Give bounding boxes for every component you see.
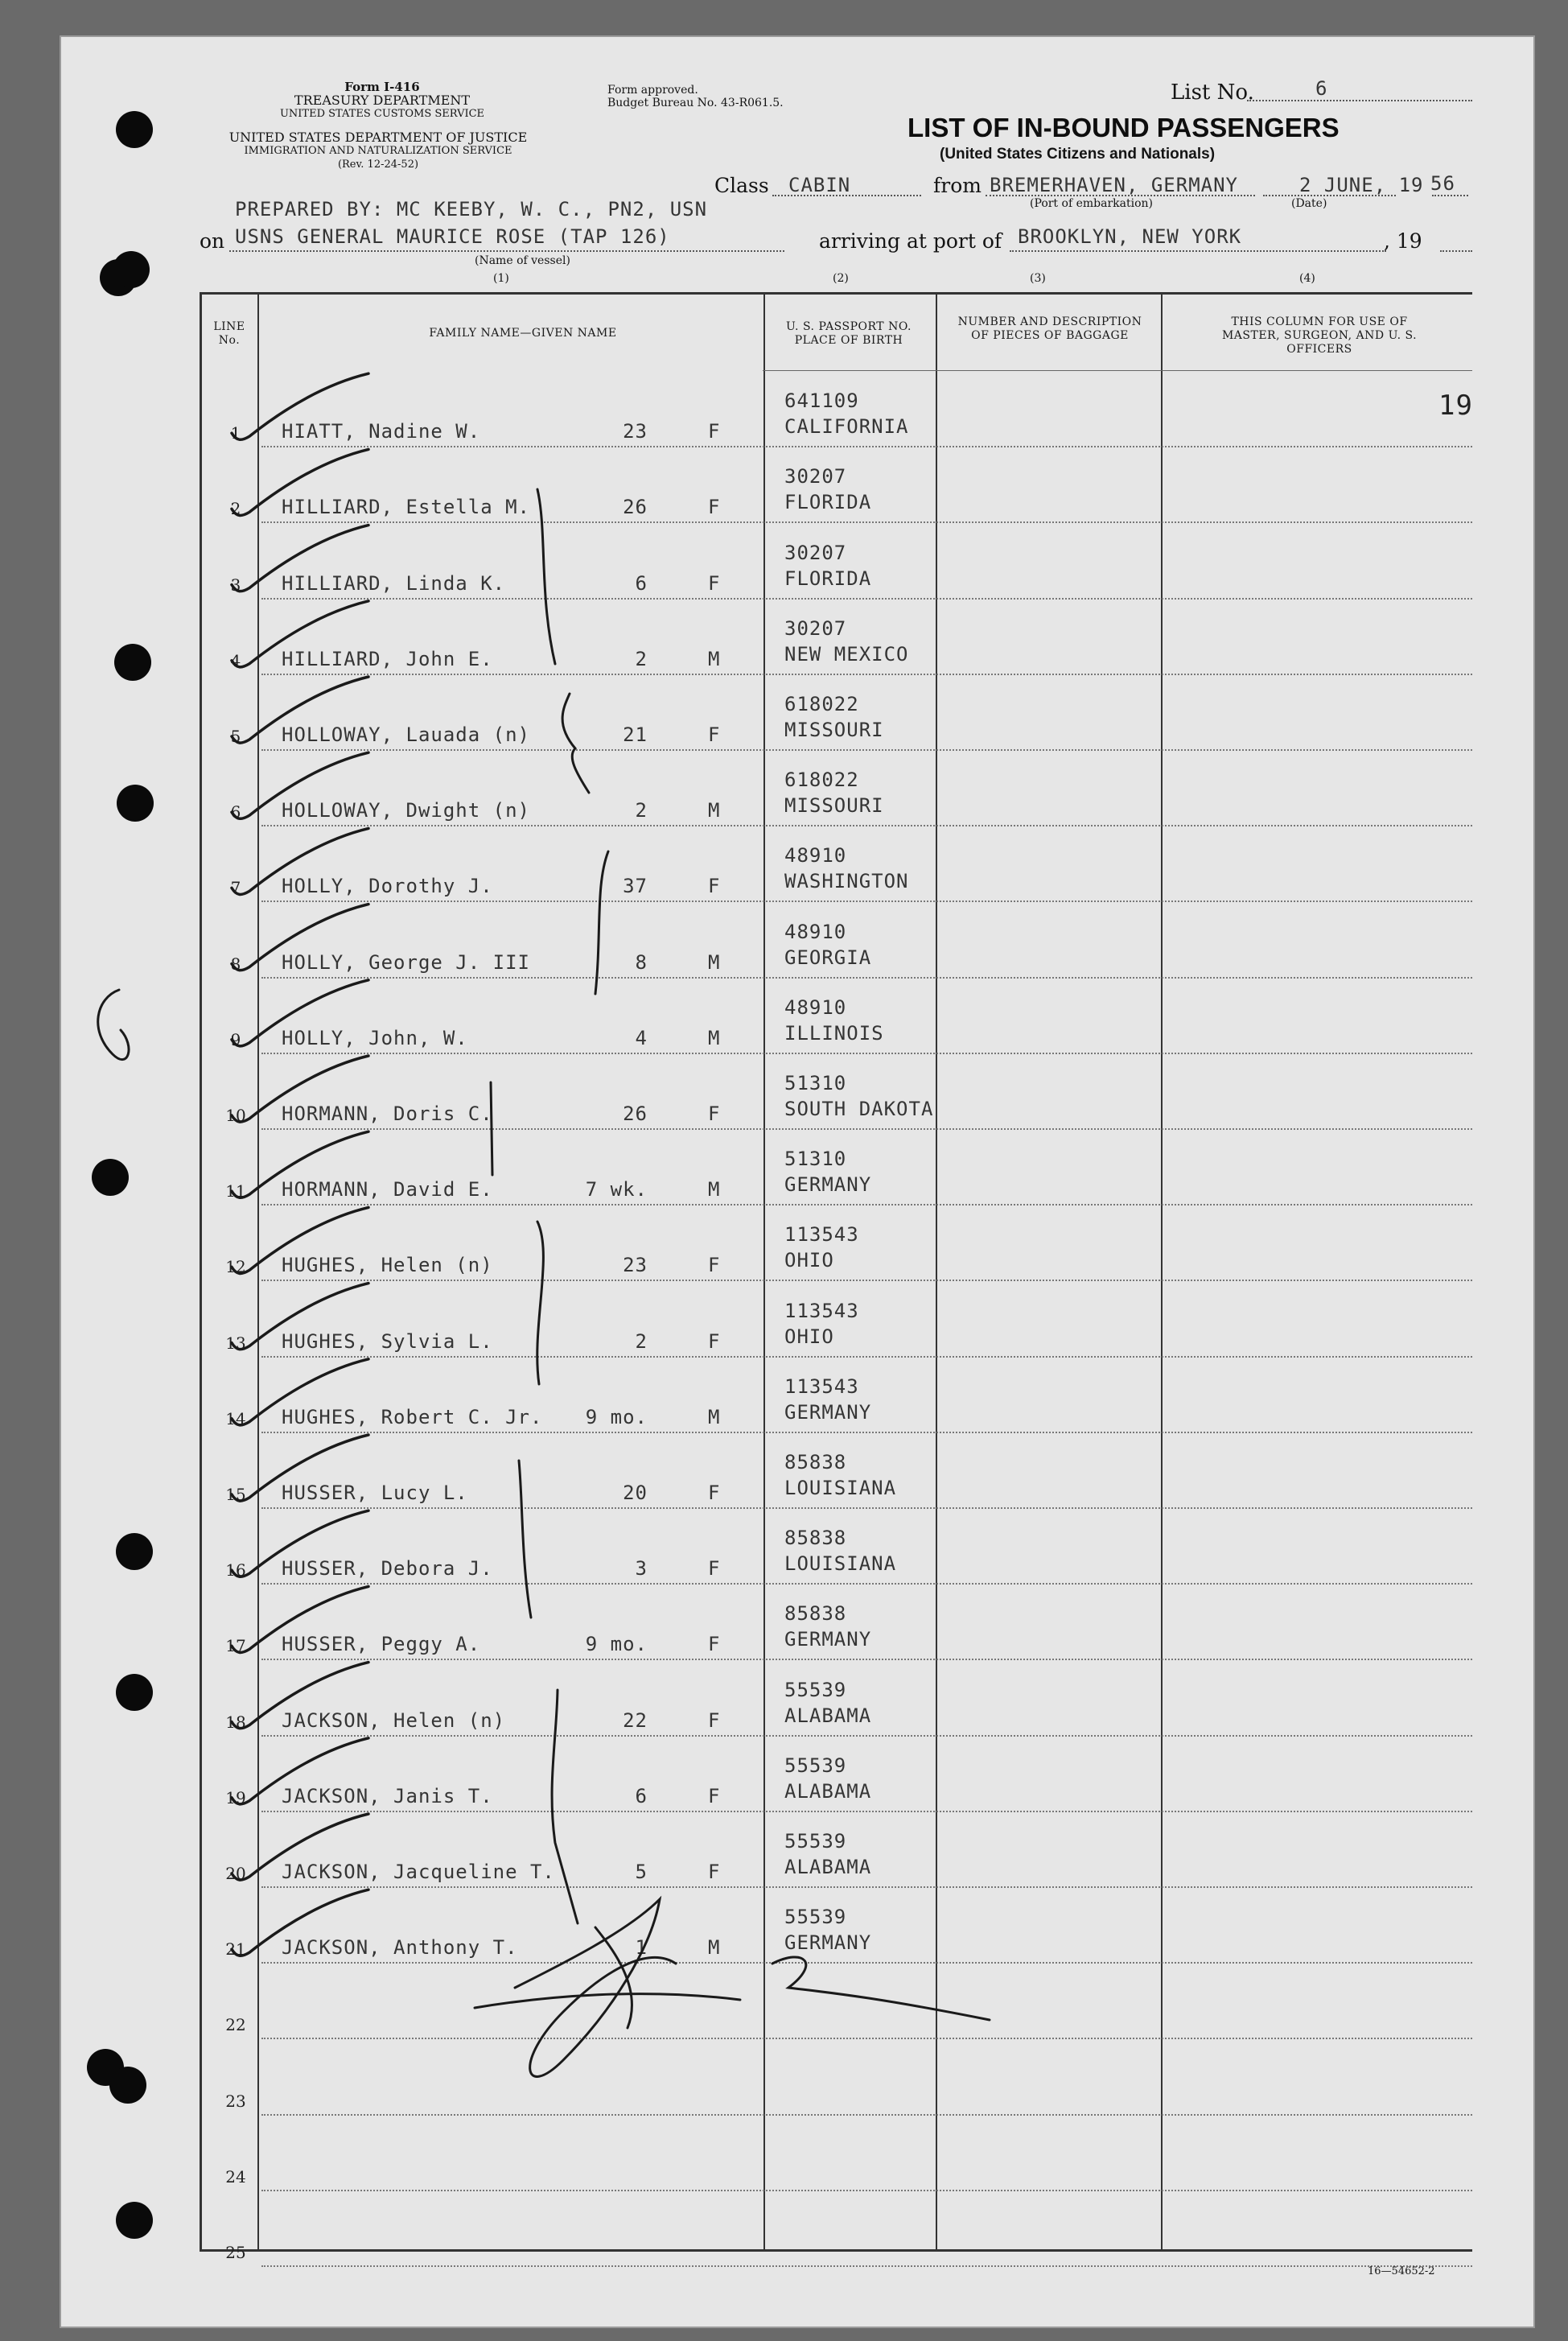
- passenger-sex: F: [708, 1784, 721, 1807]
- passenger-sex: F: [708, 1329, 721, 1353]
- passport-number: 30207: [784, 465, 847, 488]
- column-number-2: (2): [833, 272, 849, 285]
- passenger-sex: F: [708, 420, 721, 443]
- port-embarkation-caption: (Port of embarkation): [1030, 197, 1153, 210]
- passenger-sex: F: [708, 1557, 721, 1581]
- place-of-birth: OHIO: [784, 1249, 834, 1272]
- passport-number: 48910: [784, 920, 847, 943]
- date-value: 2 JUNE, 19: [1299, 174, 1424, 196]
- line-number: 3: [230, 575, 241, 595]
- passenger-age: 6: [635, 571, 648, 595]
- check-mark: [232, 1511, 368, 1576]
- line-number: 4: [230, 650, 241, 670]
- year-prefix: , 19: [1384, 229, 1422, 253]
- passenger-name: HOLLY, George J. III: [282, 950, 530, 974]
- passenger-age: 6: [635, 1784, 648, 1807]
- check-mark: [232, 601, 368, 667]
- passport-number: 113543: [784, 1223, 859, 1247]
- arriving-label: arriving at port of: [819, 229, 1002, 253]
- passport-number: 113543: [784, 1299, 859, 1322]
- check-mark: [232, 677, 368, 743]
- check-mark: [232, 1131, 368, 1197]
- passport-number: 55539: [784, 1678, 847, 1701]
- column-number-4: (4): [1299, 272, 1315, 285]
- passenger-sex: F: [708, 571, 721, 595]
- place-of-birth: MISSOURI: [784, 719, 884, 741]
- check-mark: [232, 1890, 368, 1956]
- page-mark: 19: [1438, 389, 1473, 422]
- place-of-birth: MISSOURI: [784, 794, 884, 818]
- passenger-sex: F: [708, 1633, 721, 1656]
- passenger-age: 8: [635, 950, 648, 974]
- passport-number: 30207: [784, 541, 847, 564]
- check-mark: [232, 1359, 368, 1425]
- line-number: 10: [225, 1106, 246, 1125]
- place-of-birth: ALABAMA: [784, 1856, 872, 1878]
- place-of-birth: GERMANY: [784, 1173, 872, 1197]
- line-number: 6: [230, 802, 241, 822]
- place-of-birth: SOUTH DAKOTA: [784, 1098, 934, 1120]
- line-number: 13: [225, 1333, 246, 1353]
- place-of-birth: ILLINOIS: [784, 1021, 884, 1045]
- line-number: 2: [230, 499, 241, 519]
- passenger-name: HILLIARD, Estella M.: [282, 496, 530, 519]
- passenger-sex: F: [708, 875, 721, 898]
- passenger-sex: M: [708, 1405, 721, 1428]
- passport-number: 55539: [784, 1830, 847, 1853]
- place-of-birth: OHIO: [784, 1325, 834, 1348]
- passenger-name: JACKSON, Anthony T.: [282, 1936, 518, 1960]
- place-of-birth: GERMANY: [784, 1931, 872, 1955]
- place-of-birth: GERMANY: [784, 1628, 872, 1651]
- check-mark: [232, 1435, 368, 1501]
- place-of-birth: CALIFORNIA: [784, 415, 909, 439]
- line-number: 20: [225, 1864, 246, 1883]
- ins-service: IMMIGRATION AND NATURALIZATION SERVICE: [244, 145, 512, 157]
- passenger-sex: F: [708, 1708, 721, 1732]
- check-mark: [232, 1284, 368, 1350]
- prepared-by: PREPARED BY: MC KEEBY, W. C., PN2, USN: [235, 198, 708, 220]
- check-mark: [232, 828, 368, 894]
- line-number: 15: [225, 1485, 246, 1504]
- check-mark: [232, 1056, 368, 1122]
- list-no-value: 6: [1315, 77, 1328, 100]
- passport-number: 51310: [784, 1072, 847, 1094]
- passport-number: 55539: [784, 1754, 847, 1777]
- line-number: 23: [225, 2091, 246, 2111]
- place-of-birth: NEW MEXICO: [784, 642, 909, 666]
- passport-number: 55539: [784, 1906, 847, 1929]
- justice-department: UNITED STATES DEPARTMENT OF JUSTICE: [228, 130, 528, 145]
- passenger-name: HUGHES, Sylvia L.: [282, 1329, 493, 1353]
- passenger-name: HOLLY, Dorothy J.: [282, 875, 493, 898]
- check-mark: [232, 1814, 368, 1880]
- passenger-name: HUSSER, Lucy L.: [282, 1482, 468, 1504]
- line-number: 7: [230, 878, 241, 898]
- passenger-age: 2: [635, 1329, 648, 1353]
- place-of-birth: ALABAMA: [784, 1779, 872, 1803]
- passenger-name: HUSSER, Debora J.: [282, 1557, 493, 1581]
- passenger-name: HUSSER, Peggy A.: [282, 1633, 481, 1656]
- passenger-name: HOLLOWAY, Lauada (n): [282, 723, 530, 746]
- passenger-age: 4: [635, 1026, 648, 1049]
- passenger-sex: F: [708, 723, 721, 746]
- passenger-age: 9 mo.: [585, 1633, 648, 1656]
- passport-number: 48910: [784, 844, 847, 868]
- passenger-sex: M: [708, 950, 721, 974]
- line-number: 22: [225, 2015, 246, 2035]
- passenger-age: 23: [623, 420, 648, 443]
- header-name: FAMILY NAME—GIVEN NAME: [429, 327, 617, 340]
- passenger-name: HUGHES, Robert C. Jr.: [282, 1405, 543, 1428]
- form-approved: Form approved.: [607, 84, 698, 97]
- passenger-name: HORMANN, Doris C.: [282, 1102, 493, 1125]
- passenger-sex: F: [708, 496, 721, 519]
- line-number: 25: [225, 2243, 246, 2262]
- passenger-name: HILLIARD, Linda K.: [282, 571, 506, 595]
- class-value: CABIN: [788, 174, 851, 196]
- passport-number: 30207: [784, 616, 847, 640]
- place-of-birth: ALABAMA: [784, 1704, 872, 1727]
- line-number: 19: [225, 1787, 246, 1807]
- line-number: 18: [225, 1712, 246, 1732]
- passenger-name: HORMANN, David E.: [282, 1178, 493, 1201]
- check-mark: [232, 752, 368, 818]
- passenger-age: 26: [623, 1102, 648, 1125]
- passenger-name: JACKSON, Janis T.: [282, 1784, 493, 1807]
- passenger-age: 21: [623, 723, 648, 746]
- place-of-birth: FLORIDA: [784, 567, 872, 590]
- passenger-age: 1: [635, 1936, 648, 1960]
- passenger-name: JACKSON, Jacqueline T.: [282, 1861, 555, 1883]
- header-baggage: NUMBER AND DESCRIPTION OF PIECES OF BAGGAGE: [957, 315, 1142, 342]
- passenger-name: HILLIARD, John E.: [282, 647, 493, 670]
- passenger-age: 37: [623, 875, 648, 898]
- form-number: Form I-416: [344, 80, 420, 94]
- vessel-caption: (Name of vessel): [475, 254, 570, 267]
- column-number-3: (3): [1030, 272, 1046, 285]
- page-subtitle: (United States Citizens and Nationals): [940, 146, 1216, 163]
- passenger-age: 2: [635, 647, 648, 670]
- passport-number: 85838: [784, 1527, 847, 1550]
- check-mark: [232, 1586, 368, 1652]
- column-number-1: (1): [493, 272, 509, 285]
- passenger-name: JACKSON, Helen (n): [282, 1708, 506, 1732]
- passenger-age: 23: [623, 1254, 648, 1277]
- passenger-age: 7 wk.: [585, 1178, 648, 1201]
- from-value: BREMERHAVEN, GERMANY: [990, 174, 1238, 196]
- passport-number: 48910: [784, 995, 847, 1019]
- on-label: on: [200, 229, 225, 253]
- passenger-sex: F: [708, 1861, 721, 1883]
- passenger-sex: F: [708, 1254, 721, 1277]
- passenger-name: HOLLOWAY, Dwight (n): [282, 799, 530, 822]
- check-mark: [232, 1663, 368, 1729]
- class-label: Class: [714, 174, 769, 197]
- place-of-birth: LOUISIANA: [784, 1477, 897, 1499]
- passenger-age: 3: [635, 1557, 648, 1581]
- check-mark: [232, 905, 368, 971]
- check-mark: [232, 525, 368, 591]
- passport-number: 51310: [784, 1148, 847, 1171]
- passenger-age: 22: [623, 1708, 648, 1732]
- place-of-birth: LOUISIANA: [784, 1552, 897, 1576]
- arrival-port: BROOKLYN, NEW YORK: [1018, 225, 1242, 248]
- passenger-age: 26: [623, 496, 648, 519]
- page-title: LIST OF IN-BOUND PASSENGERS: [907, 113, 1340, 142]
- treasury-department: TREASURY DEPARTMENT: [294, 93, 471, 108]
- passenger-age: 2: [635, 799, 648, 822]
- line-number: 5: [230, 727, 241, 746]
- place-of-birth: GERMANY: [784, 1400, 872, 1424]
- passenger-age: 20: [623, 1482, 648, 1504]
- passenger-name: HUGHES, Helen (n): [282, 1254, 493, 1277]
- line-number: 21: [225, 1939, 246, 1960]
- passenger-sex: M: [708, 1026, 721, 1049]
- passport-number: 85838: [784, 1602, 847, 1626]
- place-of-birth: FLORIDA: [784, 491, 872, 514]
- header-officers: THIS COLUMN FOR USE OF MASTER, SURGEON, AND U. S. OFFICERS: [1221, 315, 1418, 356]
- line-number: 17: [225, 1636, 246, 1656]
- budget-bureau: Budget Bureau No. 43-R061.5.: [607, 97, 784, 109]
- check-mark: [232, 980, 368, 1046]
- line-number: 1: [230, 423, 241, 443]
- passenger-sex: M: [708, 1936, 721, 1960]
- passenger-age: 5: [635, 1861, 648, 1883]
- passport-number: 85838: [784, 1451, 847, 1473]
- place-of-birth: WASHINGTON: [784, 870, 909, 893]
- line-number: 16: [225, 1560, 246, 1581]
- passport-number: 641109: [784, 389, 859, 413]
- date-year: 56: [1430, 172, 1455, 195]
- header-passport: U. S. PASSPORT NO. PLACE OF BIRTH: [786, 320, 912, 347]
- vessel-name: USNS GENERAL MAURICE ROSE (TAP 126): [235, 225, 670, 248]
- place-of-birth: GEORGIA: [784, 946, 872, 969]
- passport-number: 113543: [784, 1375, 859, 1398]
- passenger-age: 9 mo.: [585, 1405, 648, 1428]
- line-number: 8: [230, 954, 241, 974]
- list-no-label: List No.: [1171, 80, 1254, 105]
- check-mark: [232, 1738, 368, 1804]
- line-number: 24: [225, 2166, 246, 2186]
- header-line-no: LINE No.: [213, 320, 245, 347]
- footer-code: 16—54652-2: [1368, 2265, 1435, 2277]
- passenger-sex: M: [708, 799, 721, 822]
- passport-number: 618022: [784, 769, 859, 792]
- line-number: 11: [225, 1181, 246, 1201]
- passport-number: 618022: [784, 693, 859, 715]
- passenger-name: HIATT, Nadine W.: [282, 420, 481, 443]
- customs-service: UNITED STATES CUSTOMS SERVICE: [279, 108, 485, 120]
- passenger-sex: F: [708, 1102, 721, 1125]
- check-mark: [232, 373, 368, 439]
- form-revision: (Rev. 12-24-52): [337, 159, 419, 171]
- date-caption: (Date): [1291, 197, 1327, 210]
- check-mark: [232, 1207, 368, 1273]
- passenger-sex: M: [708, 1178, 721, 1201]
- passenger-sex: F: [708, 1482, 721, 1504]
- check-mark: [232, 449, 368, 515]
- passenger-sex: M: [708, 647, 721, 670]
- from-label: from: [933, 174, 982, 197]
- line-number: 12: [225, 1257, 246, 1277]
- passenger-name: HOLLY, John, W.: [282, 1026, 468, 1049]
- line-number: 9: [230, 1029, 241, 1049]
- line-number: 14: [225, 1408, 246, 1428]
